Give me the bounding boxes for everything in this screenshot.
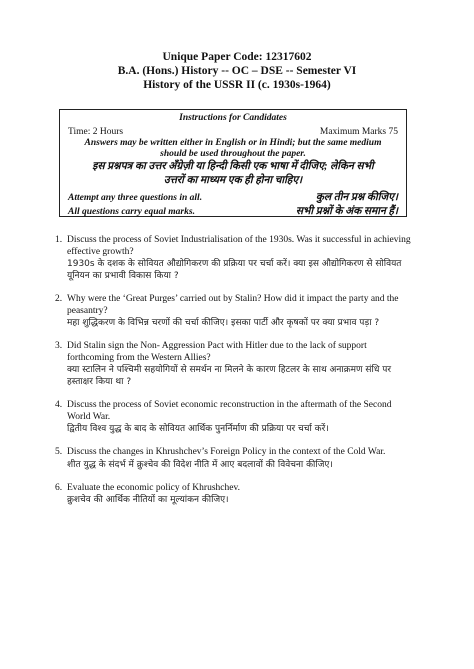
question-text-en: Why were the ‘Great Purges’ carried out by Stalin? How did it impact the party and the peasantry? (67, 294, 399, 316)
question-text-hi: क्रुशचेव की आर्थिक नीतियों का मूल्यांकन कीजिए। (67, 495, 229, 505)
question-number: 3. (55, 341, 63, 351)
question-item (55, 341, 415, 388)
question-text-en: Discuss the process of Soviet Industrialisation of the 1930s. Was it successful in achieving effective growth? (67, 235, 411, 257)
question-number: 6. (55, 482, 63, 493)
paper-title: History of the USSR II (c. 1930s-1964) (143, 79, 331, 91)
question-number: 4. (55, 400, 63, 410)
question-item (55, 294, 415, 329)
question-list (55, 235, 415, 518)
hindi-note-1: इस प्रश्नपत्र का उत्तर अँग्रेज़ी या हिन्दी किसी एक भाषा में दीजिए; लेकिन सभी (92, 161, 374, 172)
instructions-title: Instructions for Candidates (179, 113, 287, 123)
question-text-en: Evaluate the economic policy of Khrushchev. (67, 482, 240, 493)
question-number: 5. (55, 447, 63, 457)
attempt-hi: कुल तीन प्रश्न कीजिए। (315, 192, 398, 203)
question-text-hi: महा शुद्धिकरण के विभिन्न चरणों की चर्चा कीजिए। इसका पार्टी और कृषकों पर क्या प्रभाव पड़ा ? (67, 318, 380, 328)
question-item (55, 483, 415, 507)
marks-hi: सभी प्रश्नों के अंक समान हैं। (295, 206, 398, 217)
paper-code: Unique Paper Code: 12317602 (162, 51, 312, 63)
hindi-note-2: उत्तरों का माध्यम एक ही होना चाहिए। (163, 175, 303, 186)
attempt-en: Attempt any three questions in all. (68, 193, 203, 203)
instructions-box (59, 109, 407, 217)
max-marks-label: Maximum Marks 75 (319, 127, 398, 137)
question-text-en: Did Stalin sign the Non- Aggression Pact with Hitler due to the lack of support forthcoming from the Western Allies? (67, 341, 367, 363)
attempt-row (68, 191, 398, 205)
question-text-en: Discuss the changes in Khrushchev’s Foreign Policy in the context of the Cold War. (67, 447, 386, 457)
course-title: B.A. (Hons.) History -- OC – DSE -- Semester VI (117, 65, 357, 77)
marks-en: All questions carry equal marks. (68, 207, 195, 217)
language-note-1: Answers may be written either in English or in Hindi; but the same medium (84, 138, 382, 148)
question-item (55, 447, 415, 471)
question-text-en: Discuss the process of Soviet economic reconstruction in the aftermath of the Second World War. (67, 400, 392, 422)
question-item (55, 400, 415, 435)
question-number: 1. (55, 235, 63, 245)
time-label: Time: 2 Hours (68, 127, 124, 137)
question-text-hi: द्वितीय विश्व युद्ध के बाद के सोवियत आर्थिक पुनर्निर्माण की प्रक्रिया पर चर्चा करें। (67, 424, 329, 434)
question-text-hi: शीत युद्ध के संदर्भ में क्रुश्चेव की विदेश नीति में आए बदलावों की विवेचना कीजिए। (67, 459, 333, 470)
question-text-hi: क्या स्टालिन ने पश्चिमी सहयोगियों से समर्थन ना मिलने के कारण हिटलर के साथ अनाक्रमण संधि पर हस्ताक्षर किया था ? (67, 365, 392, 387)
question-text-hi: 1930s के दशक के सोवियत औद्योगिकरण की प्रक्रिया पर चर्चा करें। क्या इस औद्योगिकरण से सोवियत यूनियन का प्रभावी विकास किया ? (67, 259, 402, 281)
language-note-2: should be used throughout the paper. (160, 149, 306, 159)
question-number: 2. (55, 294, 63, 304)
question-item (55, 235, 415, 282)
marks-row (68, 205, 398, 219)
time-marks-row (68, 126, 398, 138)
paper-header (0, 50, 474, 92)
